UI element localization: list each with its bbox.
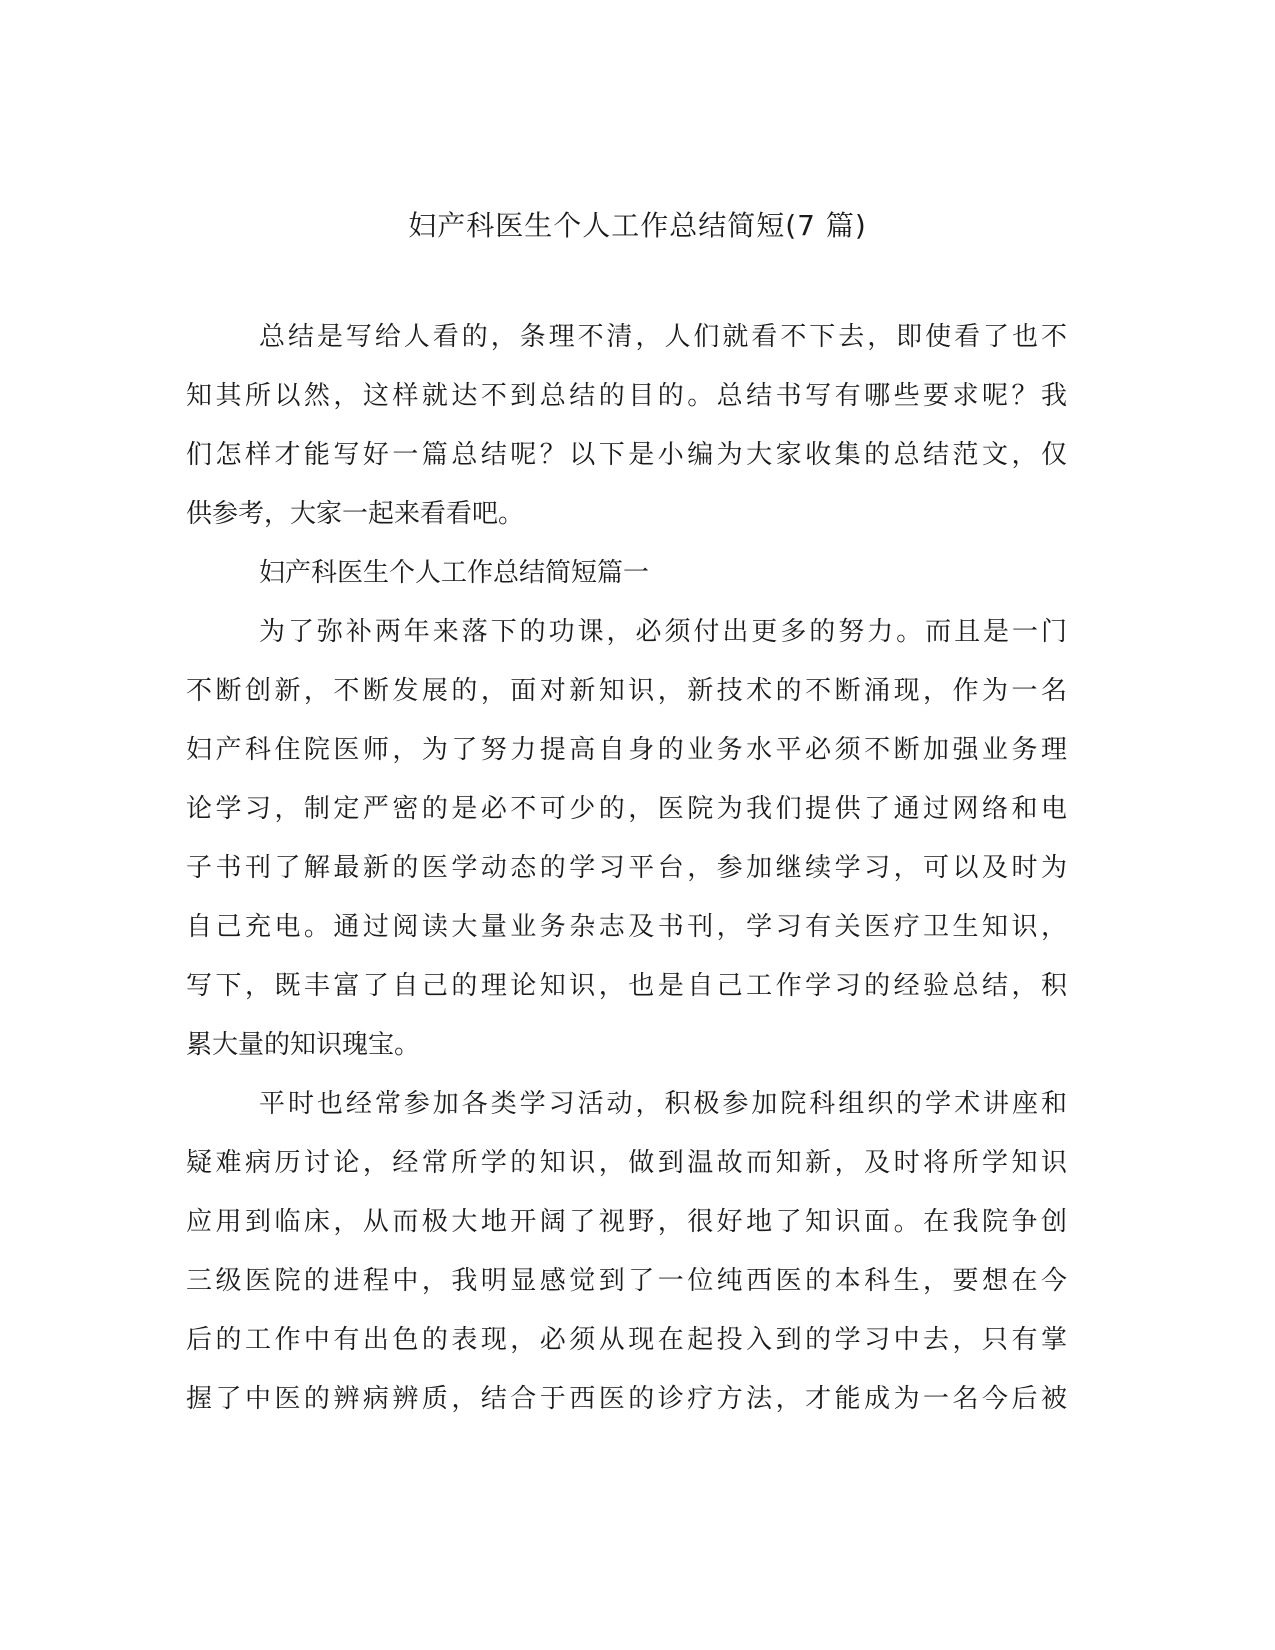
intro-line bbox=[0, 494, 1275, 534]
intro-line bbox=[0, 376, 1275, 416]
intro-line bbox=[0, 317, 1275, 357]
body-line bbox=[0, 1379, 1275, 1419]
body-line bbox=[0, 789, 1275, 829]
body-line bbox=[0, 730, 1275, 770]
body-line-text: 后的工作中有出色的表现，必须从现在起投入到的学习中去，只有掌 bbox=[186, 1325, 1067, 1355]
body-line-text: 累大量的知识瑰宝。 bbox=[186, 1030, 421, 1060]
body-line-text: 妇产科住院医师，为了努力提高自身的业务水平必须不断加强业务理 bbox=[186, 735, 1067, 765]
intro-line bbox=[0, 435, 1275, 475]
intro-line-text: 们怎样才能写好一篇总结呢？以下是小编为大家收集的总结范文，仅 bbox=[186, 440, 1067, 470]
body-line-text: 论学习，制定严密的是必不可少的，医院为我们提供了通过网络和电 bbox=[186, 794, 1067, 824]
body-line-text: 平时也经常参加各类学习活动，积极参加院科组织的学术讲座和 bbox=[259, 1089, 1067, 1119]
body-line bbox=[0, 848, 1275, 888]
body-line bbox=[0, 1025, 1275, 1065]
body-line-text: 应用到临床，从而极大地开阔了视野，很好地了知识面。在我院争创 bbox=[186, 1207, 1067, 1237]
section-heading bbox=[0, 553, 1275, 593]
body-line-text: 自己充电。通过阅读大量业务杂志及书刊，学习有关医疗卫生知识， bbox=[186, 912, 1067, 942]
section-heading-text: 妇产科医生个人工作总结简短篇一 bbox=[259, 558, 650, 588]
intro-line-text: 知其所以然，这样就达不到总结的目的。总结书写有哪些要求呢？我 bbox=[186, 381, 1067, 411]
intro-line-text: 供参考，大家一起来看看吧。 bbox=[186, 499, 525, 529]
intro-line-text: 总结是写给人看的，条理不清，人们就看不下去，即使看了也不 bbox=[259, 322, 1067, 352]
body-line bbox=[0, 907, 1275, 947]
body-line bbox=[0, 1143, 1275, 1183]
body-line bbox=[0, 612, 1275, 652]
body-line-text: 疑难病历讨论，经常所学的知识，做到温故而知新，及时将所学知识 bbox=[186, 1148, 1067, 1178]
document-title: 妇产科医生个人工作总结简短(7 篇) bbox=[408, 209, 867, 242]
body-line-text: 写下，既丰富了自己的理论知识，也是自己工作学习的经验总结，积 bbox=[186, 971, 1067, 1001]
body-line bbox=[0, 671, 1275, 711]
body-line bbox=[0, 966, 1275, 1006]
body-line-text: 不断创新，不断发展的，面对新知识，新技术的不断涌现，作为一名 bbox=[186, 676, 1067, 706]
body-line bbox=[0, 1202, 1275, 1242]
body-line bbox=[0, 1084, 1275, 1124]
body-line-text: 子书刊了解最新的医学动态的学习平台，参加继续学习，可以及时为 bbox=[186, 853, 1067, 883]
body-line bbox=[0, 1320, 1275, 1360]
body-line bbox=[0, 1261, 1275, 1301]
body-line-text: 握了中医的辨病辨质，结合于西医的诊疗方法，才能成为一名今后被 bbox=[186, 1384, 1067, 1414]
body-line-text: 为了弥补两年来落下的功课，必须付出更多的努力。而且是一门 bbox=[259, 617, 1067, 647]
body-line-text: 三级医院的进程中，我明显感觉到了一位纯西医的本科生，要想在今 bbox=[186, 1266, 1067, 1296]
